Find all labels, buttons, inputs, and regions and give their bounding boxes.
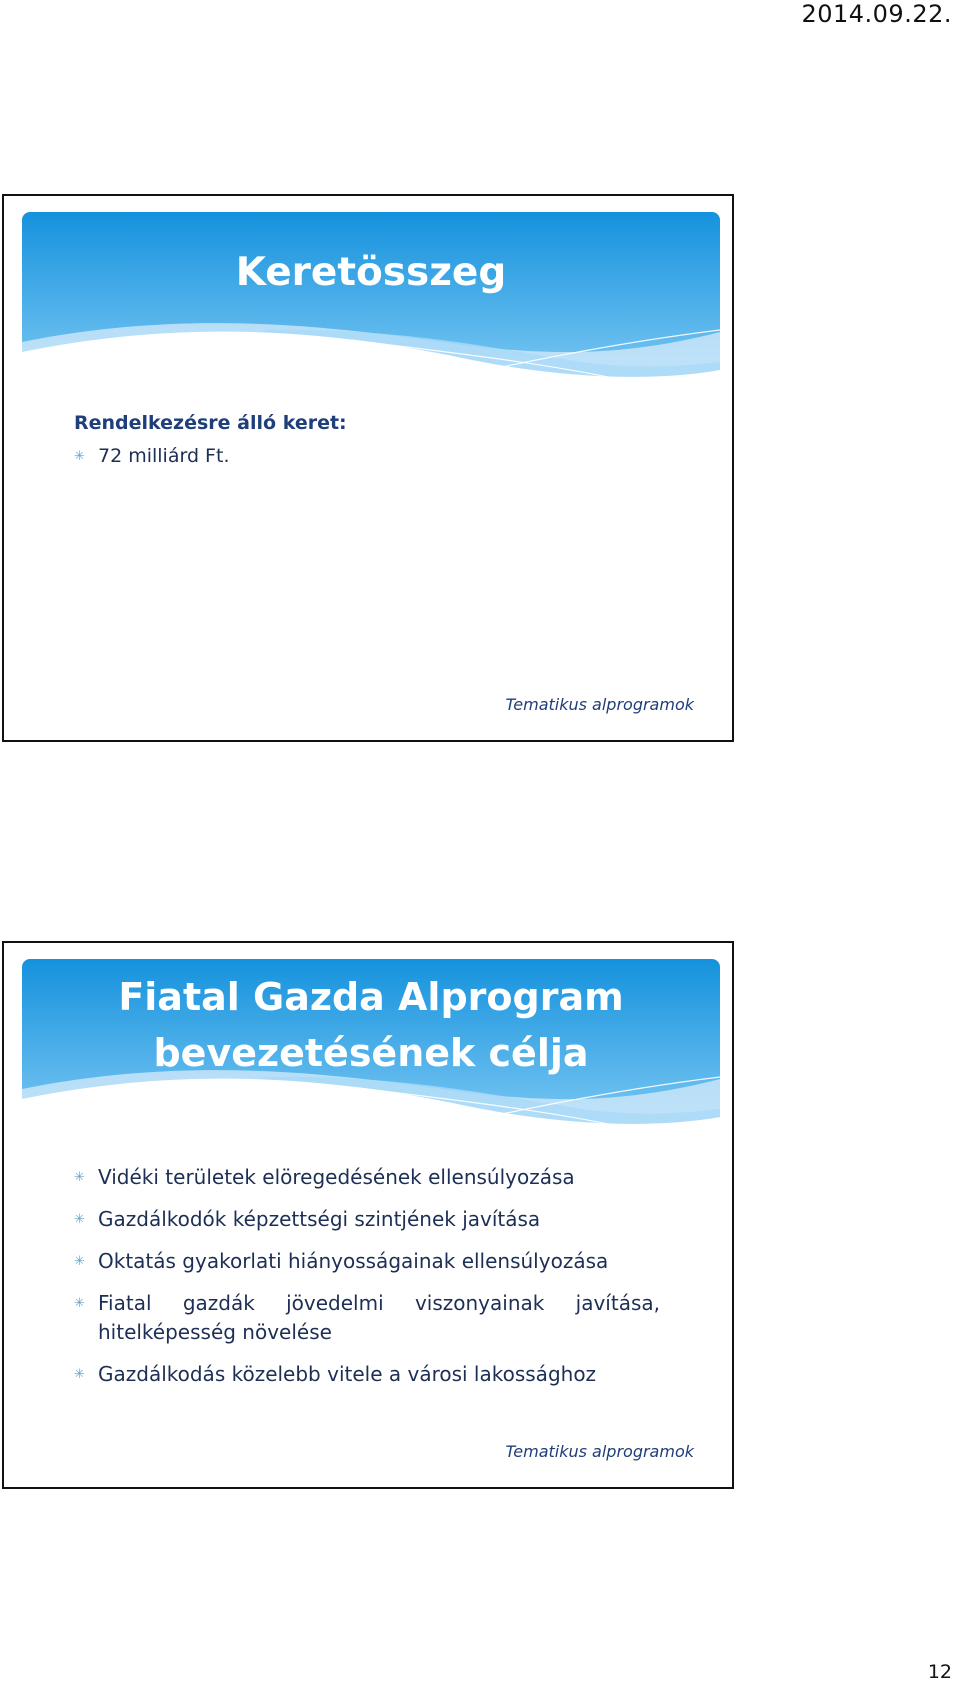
list-item: ✳ Vidéki területek elöregedésének ellensúlyozása bbox=[74, 1163, 660, 1192]
asterisk-bullet-icon: ✳ bbox=[74, 1170, 85, 1185]
slide-title bbox=[22, 969, 720, 1081]
asterisk-bullet-icon: ✳ bbox=[74, 1367, 85, 1382]
list-item: ✳ 72 milliárd Ft. bbox=[74, 442, 660, 471]
slide-content bbox=[74, 1163, 660, 1402]
slide-content bbox=[74, 412, 660, 484]
asterisk-bullet-icon: ✳ bbox=[74, 1212, 85, 1227]
asterisk-bullet-icon: ✳ bbox=[74, 449, 85, 464]
slide-footer: Tematikus alprogramok bbox=[505, 1442, 694, 1461]
list-item: ✳ Gazdálkodás közelebb vitele a városi lakossághoz bbox=[74, 1360, 660, 1389]
slide-fiatal-gazda bbox=[2, 941, 734, 1489]
slide-header bbox=[22, 212, 720, 382]
slide-title-line-1: Fiatal Gazda Alprogram bbox=[118, 975, 624, 1019]
slide-keretosszeg bbox=[2, 194, 734, 742]
slide-header bbox=[22, 959, 720, 1129]
slide-title: Keretösszeg bbox=[235, 250, 507, 295]
asterisk-bullet-icon: ✳ bbox=[74, 1296, 85, 1311]
asterisk-bullet-icon: ✳ bbox=[74, 1254, 85, 1269]
bullet-list bbox=[74, 442, 660, 471]
list-item: ✳ Oktatás gyakorlati hiányosságainak ellensúlyozása bbox=[74, 1247, 660, 1276]
page-date: 2014.09.22. bbox=[801, 0, 952, 28]
content-heading: Rendelkezésre álló keret: bbox=[74, 412, 347, 434]
list-item: ✳ Fiatal gazdák jövedelmi viszonyainak javítása, hitelképesség növelése bbox=[74, 1291, 660, 1344]
bullet-list bbox=[74, 1163, 660, 1389]
slide-footer: Tematikus alprogramok bbox=[505, 695, 694, 714]
page-number: 12 bbox=[927, 1661, 952, 1683]
slide-title-line-2: bevezetésének célja bbox=[153, 1031, 589, 1075]
list-item: ✳ Gazdálkodók képzettségi szintjének javítása bbox=[74, 1205, 660, 1234]
wave-banner-graphic bbox=[22, 212, 720, 382]
